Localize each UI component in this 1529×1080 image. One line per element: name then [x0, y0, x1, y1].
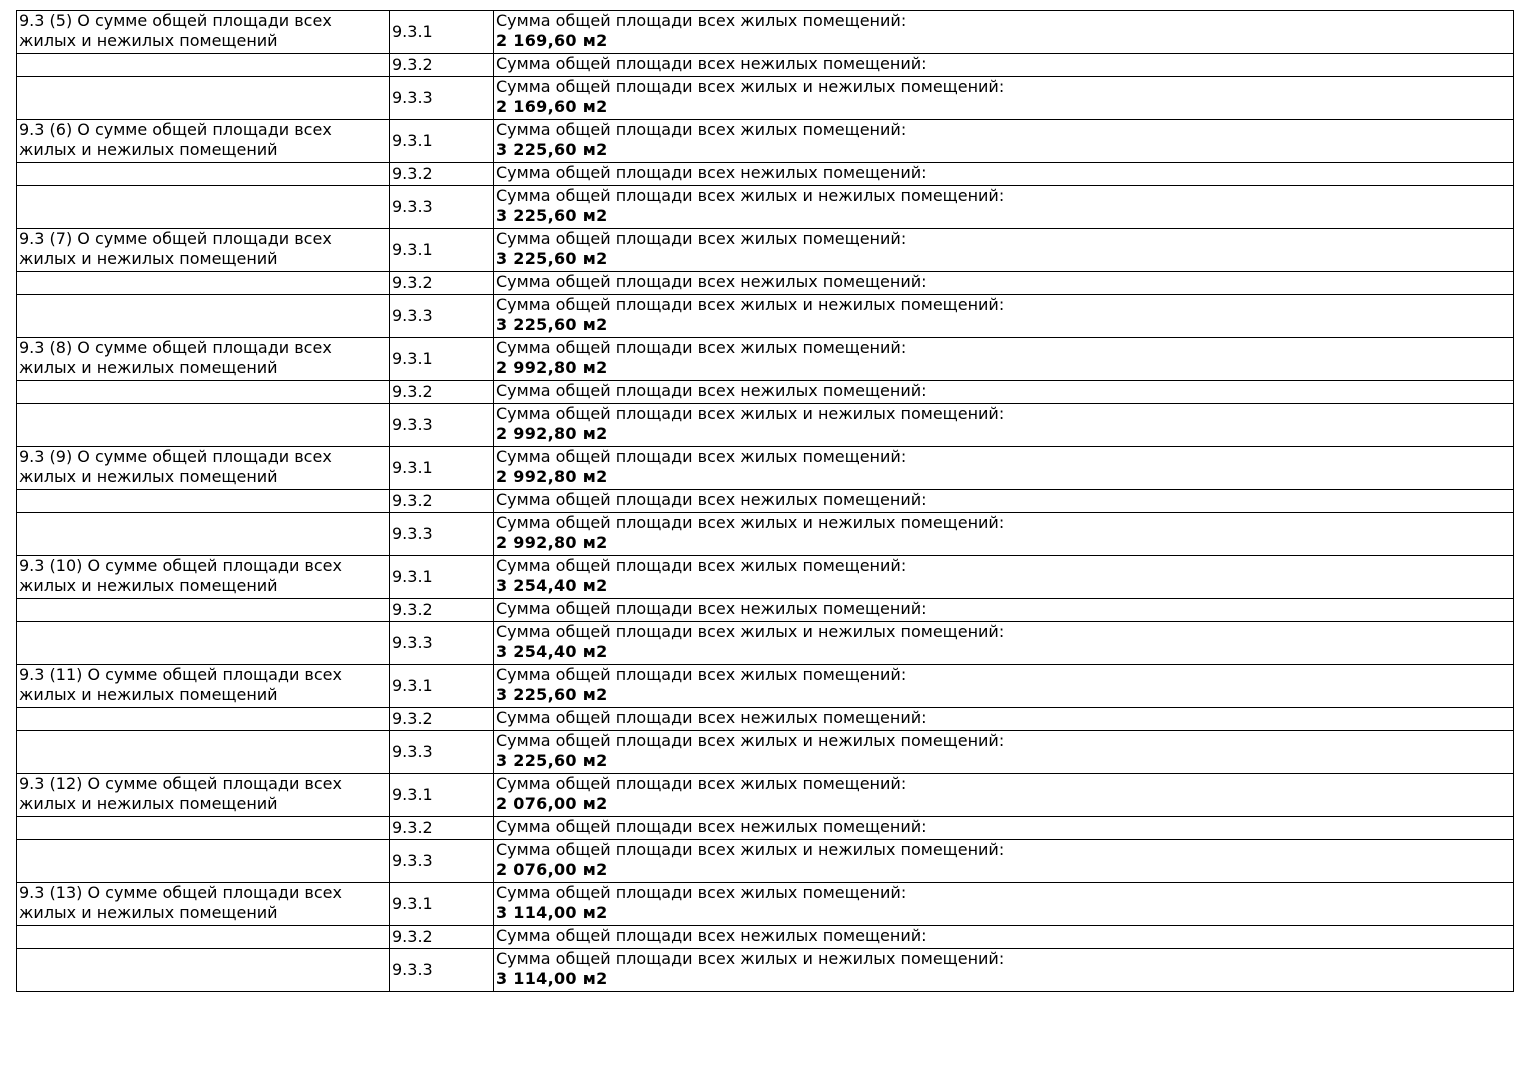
item-code: 9.3.3 [390, 731, 494, 774]
item-description-cell [494, 490, 1514, 513]
item-description-cell [494, 229, 1514, 272]
item-code: 9.3.2 [390, 272, 494, 295]
table-row [17, 54, 1514, 77]
item-description-cell [494, 926, 1514, 949]
item-description: Сумма общей площади всех жилых помещений: [496, 11, 907, 30]
item-description: Сумма общей площади всех жилых и нежилых помещений: [496, 840, 1005, 859]
area-value: 2 992,80 м2 [496, 533, 608, 552]
section-title-cell [17, 447, 390, 490]
item-code: 9.3.1 [390, 883, 494, 926]
item-description: Сумма общей площади всех жилых помещений: [496, 665, 907, 684]
item-description-cell [494, 447, 1514, 490]
empty-cell [17, 404, 390, 447]
table-row [17, 949, 1514, 992]
table-row [17, 817, 1514, 840]
area-value: 2 076,00 м2 [496, 860, 608, 879]
empty-cell [17, 949, 390, 992]
table-row [17, 404, 1514, 447]
item-code: 9.3.2 [390, 381, 494, 404]
area-summary-table [16, 10, 1514, 992]
item-description-cell [494, 381, 1514, 404]
area-value: 3 114,00 м2 [496, 903, 608, 922]
item-description: Сумма общей площади всех жилых и нежилых помещений: [496, 949, 1005, 968]
item-description: Сумма общей площади всех жилых и нежилых помещений: [496, 186, 1005, 205]
item-description: Сумма общей площади всех жилых помещений: [496, 447, 907, 466]
item-description-cell [494, 54, 1514, 77]
empty-cell [17, 622, 390, 665]
item-description-cell [494, 556, 1514, 599]
area-value: 2 169,60 м2 [496, 31, 608, 50]
item-description: Сумма общей площади всех нежилых помещений: [496, 381, 927, 400]
item-description: Сумма общей площади всех нежилых помещений: [496, 272, 927, 291]
section-title-cell [17, 229, 390, 272]
item-description-cell [494, 120, 1514, 163]
section-title: 9.3 (12) О сумме общей площади всех жилых и нежилых помещений [19, 774, 342, 813]
area-value: 3 225,60 м2 [496, 685, 608, 704]
table-row [17, 295, 1514, 338]
empty-cell [17, 272, 390, 295]
table-row [17, 490, 1514, 513]
item-description: Сумма общей площади всех жилых помещений: [496, 556, 907, 575]
table-row [17, 731, 1514, 774]
table-row [17, 840, 1514, 883]
item-description-cell [494, 513, 1514, 556]
item-description: Сумма общей площади всех жилых и нежилых помещений: [496, 295, 1005, 314]
empty-cell [17, 163, 390, 186]
section-title: 9.3 (8) О сумме общей площади всех жилых и нежилых помещений [19, 338, 332, 377]
section-title: 9.3 (9) О сумме общей площади всех жилых и нежилых помещений [19, 447, 332, 486]
section-title-cell [17, 11, 390, 54]
empty-cell [17, 490, 390, 513]
item-description-cell [494, 163, 1514, 186]
empty-cell [17, 817, 390, 840]
section-title: 9.3 (13) О сумме общей площади всех жилых и нежилых помещений [19, 883, 342, 922]
item-description: Сумма общей площади всех нежилых помещений: [496, 599, 927, 618]
table-row [17, 11, 1514, 54]
item-description-cell [494, 840, 1514, 883]
item-description: Сумма общей площади всех жилых помещений: [496, 229, 907, 248]
section-title: 9.3 (10) О сумме общей площади всех жилых и нежилых помещений [19, 556, 342, 595]
item-description: Сумма общей площади всех жилых и нежилых помещений: [496, 77, 1005, 96]
empty-cell [17, 513, 390, 556]
table-row [17, 120, 1514, 163]
empty-cell [17, 295, 390, 338]
item-description-cell [494, 272, 1514, 295]
item-description-cell [494, 11, 1514, 54]
section-title: 9.3 (5) О сумме общей площади всех жилых и нежилых помещений [19, 11, 332, 50]
area-value: 3 225,60 м2 [496, 249, 608, 268]
section-title-cell [17, 883, 390, 926]
item-code: 9.3.1 [390, 229, 494, 272]
item-code: 9.3.2 [390, 490, 494, 513]
empty-cell [17, 731, 390, 774]
area-value: 3 225,60 м2 [496, 206, 608, 225]
area-value: 3 254,40 м2 [496, 642, 608, 661]
item-description-cell [494, 708, 1514, 731]
table-row [17, 708, 1514, 731]
item-description: Сумма общей площади всех жилых помещений: [496, 120, 907, 139]
item-description-cell [494, 77, 1514, 120]
item-code: 9.3.3 [390, 404, 494, 447]
item-code: 9.3.3 [390, 186, 494, 229]
item-code: 9.3.1 [390, 11, 494, 54]
item-code: 9.3.2 [390, 817, 494, 840]
empty-cell [17, 186, 390, 229]
section-title-cell [17, 120, 390, 163]
table-body [17, 11, 1514, 992]
section-title-cell [17, 665, 390, 708]
table-row [17, 556, 1514, 599]
section-title: 9.3 (6) О сумме общей площади всех жилых и нежилых помещений [19, 120, 332, 159]
empty-cell [17, 599, 390, 622]
item-description: Сумма общей площади всех жилых помещений: [496, 338, 907, 357]
item-description: Сумма общей площади всех жилых и нежилых помещений: [496, 404, 1005, 423]
item-code: 9.3.2 [390, 163, 494, 186]
table-row [17, 186, 1514, 229]
item-code: 9.3.3 [390, 295, 494, 338]
section-title-cell [17, 556, 390, 599]
item-description-cell [494, 665, 1514, 708]
item-code: 9.3.3 [390, 77, 494, 120]
table-row [17, 272, 1514, 295]
empty-cell [17, 77, 390, 120]
table-row [17, 774, 1514, 817]
item-code: 9.3.1 [390, 120, 494, 163]
section-title-cell [17, 774, 390, 817]
empty-cell [17, 708, 390, 731]
item-description-cell [494, 883, 1514, 926]
item-description: Сумма общей площади всех нежилых помещений: [496, 817, 927, 836]
item-code: 9.3.2 [390, 54, 494, 77]
table-row [17, 513, 1514, 556]
area-value: 2 992,80 м2 [496, 424, 608, 443]
item-description-cell [494, 186, 1514, 229]
empty-cell [17, 54, 390, 77]
item-code: 9.3.1 [390, 338, 494, 381]
item-description: Сумма общей площади всех нежилых помещений: [496, 708, 927, 727]
item-code: 9.3.2 [390, 926, 494, 949]
table-row [17, 338, 1514, 381]
area-value: 3 225,60 м2 [496, 315, 608, 334]
item-description-cell [494, 774, 1514, 817]
area-value: 2 992,80 м2 [496, 467, 608, 486]
item-description-cell [494, 622, 1514, 665]
item-description-cell [494, 404, 1514, 447]
item-description-cell [494, 295, 1514, 338]
table-row [17, 599, 1514, 622]
section-title: 9.3 (11) О сумме общей площади всех жилых и нежилых помещений [19, 665, 342, 704]
item-description-cell [494, 817, 1514, 840]
item-description-cell [494, 731, 1514, 774]
item-description: Сумма общей площади всех жилых и нежилых помещений: [496, 513, 1005, 532]
area-value: 3 114,00 м2 [496, 969, 608, 988]
item-code: 9.3.1 [390, 774, 494, 817]
empty-cell [17, 840, 390, 883]
item-code: 9.3.1 [390, 447, 494, 490]
table-row [17, 229, 1514, 272]
table-row [17, 447, 1514, 490]
item-description: Сумма общей площади всех жилых и нежилых помещений: [496, 731, 1005, 750]
item-description-cell [494, 599, 1514, 622]
table-row [17, 665, 1514, 708]
table-row [17, 622, 1514, 665]
item-description: Сумма общей площади всех жилых и нежилых помещений: [496, 622, 1005, 641]
area-value: 2 169,60 м2 [496, 97, 608, 116]
table-row [17, 77, 1514, 120]
table-row [17, 926, 1514, 949]
item-code: 9.3.3 [390, 513, 494, 556]
item-description: Сумма общей площади всех жилых помещений: [496, 883, 907, 902]
area-value: 2 992,80 м2 [496, 358, 608, 377]
item-description: Сумма общей площади всех нежилых помещений: [496, 163, 927, 182]
empty-cell [17, 381, 390, 404]
area-value: 3 254,40 м2 [496, 576, 608, 595]
item-description: Сумма общей площади всех нежилых помещений: [496, 926, 927, 945]
table-row [17, 381, 1514, 404]
item-code: 9.3.2 [390, 599, 494, 622]
item-code: 9.3.3 [390, 840, 494, 883]
table-row [17, 883, 1514, 926]
item-code: 9.3.1 [390, 556, 494, 599]
table-row [17, 163, 1514, 186]
empty-cell [17, 926, 390, 949]
item-description-cell [494, 949, 1514, 992]
item-description: Сумма общей площади всех нежилых помещений: [496, 490, 927, 509]
item-code: 9.3.3 [390, 949, 494, 992]
item-code: 9.3.1 [390, 665, 494, 708]
section-title: 9.3 (7) О сумме общей площади всех жилых и нежилых помещений [19, 229, 332, 268]
area-value: 3 225,60 м2 [496, 140, 608, 159]
item-description-cell [494, 338, 1514, 381]
area-value: 3 225,60 м2 [496, 751, 608, 770]
item-code: 9.3.3 [390, 622, 494, 665]
section-title-cell [17, 338, 390, 381]
item-description: Сумма общей площади всех нежилых помещений: [496, 54, 927, 73]
item-code: 9.3.2 [390, 708, 494, 731]
area-value: 2 076,00 м2 [496, 794, 608, 813]
item-description: Сумма общей площади всех жилых помещений: [496, 774, 907, 793]
